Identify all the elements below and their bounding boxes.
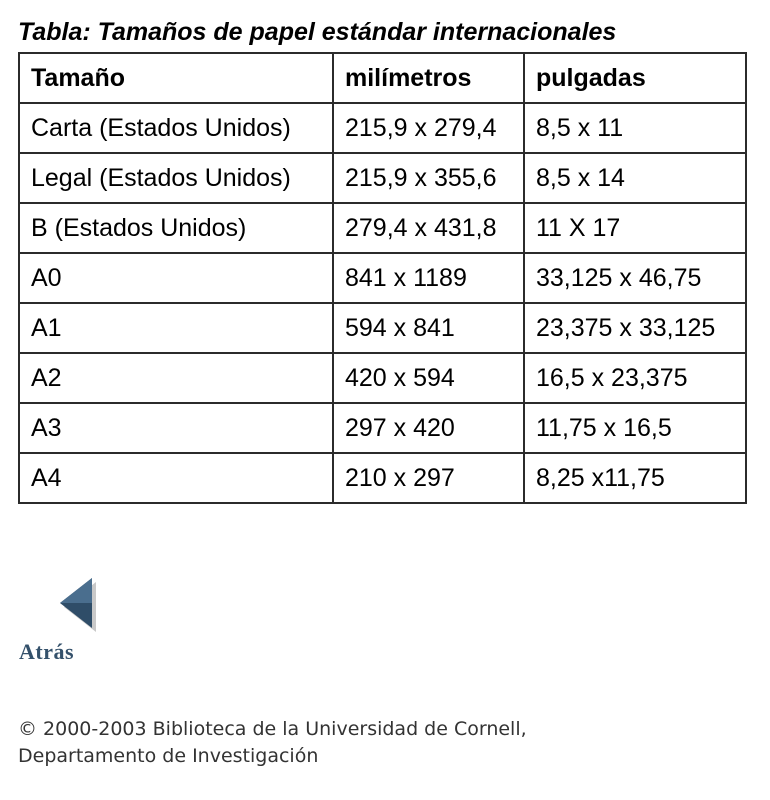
table-row bbox=[19, 253, 746, 303]
table-body bbox=[19, 103, 746, 503]
header-millimeters: milímetros bbox=[333, 53, 524, 103]
copyright-line-1: © 2000-2003 Biblioteca de la Universidad de Cornell, bbox=[18, 718, 527, 740]
cell-millimeters: 215,9 x 355,6 bbox=[333, 153, 524, 203]
table-row bbox=[19, 203, 746, 253]
cell-inches: 23,375 x 33,125 bbox=[524, 303, 746, 353]
cell-millimeters: 297 x 420 bbox=[333, 403, 524, 453]
table-row bbox=[19, 103, 746, 153]
header-inches: pulgadas bbox=[524, 53, 746, 103]
cell-inches: 8,5 x 11 bbox=[524, 103, 746, 153]
cell-inches: 33,125 x 46,75 bbox=[524, 253, 746, 303]
table-row bbox=[19, 403, 746, 453]
table-row bbox=[19, 453, 746, 503]
copyright-footer bbox=[18, 716, 527, 770]
table-header bbox=[19, 53, 746, 103]
cell-inches: 11,75 x 16,5 bbox=[524, 403, 746, 453]
cell-millimeters: 210 x 297 bbox=[333, 453, 524, 503]
paper-sizes-table bbox=[18, 52, 747, 504]
left-arrow-icon[interactable] bbox=[56, 578, 100, 636]
cell-size: Legal (Estados Unidos) bbox=[19, 153, 333, 203]
cell-size: A2 bbox=[19, 353, 333, 403]
cell-millimeters: 420 x 594 bbox=[333, 353, 524, 403]
cell-size: B (Estados Unidos) bbox=[19, 203, 333, 253]
cell-size: A1 bbox=[19, 303, 333, 353]
cell-size: A0 bbox=[19, 253, 333, 303]
cell-millimeters: 594 x 841 bbox=[333, 303, 524, 353]
cell-size: A4 bbox=[19, 453, 333, 503]
cell-inches: 8,5 x 14 bbox=[524, 153, 746, 203]
cell-millimeters: 841 x 1189 bbox=[333, 253, 524, 303]
back-label[interactable]: Atrás bbox=[19, 639, 75, 664]
header-size: Tamaño bbox=[19, 53, 333, 103]
cell-inches: 11 X 17 bbox=[524, 203, 746, 253]
cell-millimeters: 215,9 x 279,4 bbox=[333, 103, 524, 153]
cell-inches: 16,5 x 23,375 bbox=[524, 353, 746, 403]
cell-size: Carta (Estados Unidos) bbox=[19, 103, 333, 153]
back-link[interactable] bbox=[18, 578, 102, 668]
header-row bbox=[19, 53, 746, 103]
cell-size: A3 bbox=[19, 403, 333, 453]
table-row bbox=[19, 303, 746, 353]
copyright-line-2: Departamento de Investigación bbox=[18, 745, 319, 767]
table-row bbox=[19, 153, 746, 203]
cell-inches: 8,25 x11,75 bbox=[524, 453, 746, 503]
cell-millimeters: 279,4 x 431,8 bbox=[333, 203, 524, 253]
table-row bbox=[19, 353, 746, 403]
table-caption: Tabla: Tamaños de papel estándar internacionales bbox=[18, 18, 617, 46]
